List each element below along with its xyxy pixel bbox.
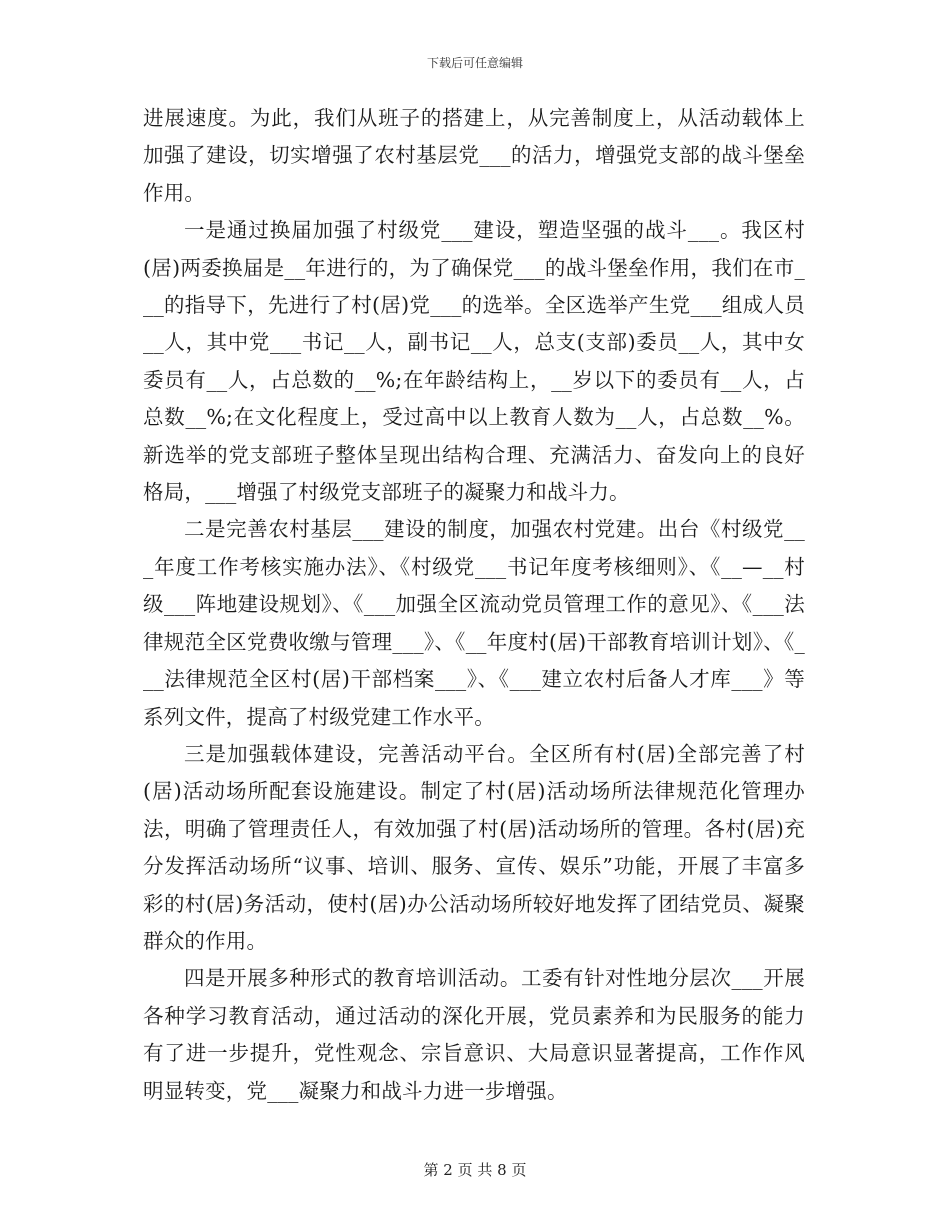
paragraph-two-system: 二是完善农村基层___建设的制度，加强农村党建。出台《村级党___年度工作考核实施办法》、《村级党___书记年度考核细则》、《__—__村级___阵地建设规划》、《___加强全区流动党员管理工作的意见》、《___法律规范全区党费收缴与管理___》、《__年度村(居)干部教育培训计划》、《___法律规范全区村(居)干部档案___》、《___建立农村后备人才库___》等系列文件，提高了村级党建工作水平。 bbox=[143, 517, 805, 729]
paragraph-intro-continuation: 进展速度。为此，我们从班子的搭建上，从完善制度上，从活动载体上加强了建设，切实增强了农村基层党___的活力，增强党支部的战斗堡垒作用。 bbox=[143, 106, 805, 205]
paragraph-one-election: 一是通过换届加强了村级党___建设，塑造坚强的战斗___。我区村(居)两委换届是__年进行的，为了确保党___的战斗堡垒作用，我们在市___的指导下，先进行了村(居)党___的选举。全区选举产生党___组成人员__人，其中党___书记__人，副书记__人，总支(支部)委员__人，其中女委员有__人，占总数的__%;在年龄结构上，__岁以下的委员有__人，占总数__%;在文化程度上，受过高中以上教育人数为__人，占总数__%。新选举的党支部班子整体呈现出结构合理、充满活力、奋发向上的良好格局，___增强了村级党支部班子的凝聚力和战斗力。 bbox=[143, 218, 805, 505]
document-body bbox=[143, 100, 805, 1110]
page-number: 第 2 页 共 8 页 bbox=[423, 1161, 527, 1179]
paragraph-three-platform: 三是加强载体建设，完善活动平台。全区所有村(居)全部完善了村(居)活动场所配套设施建设。制定了村(居)活动场所法律规范化管理办法，明确了管理责任人，有效加强了村(居)活动场所的管理。各村(居)充分发挥活动场所“议事、培训、服务、宣传、娱乐”功能，开展了丰富多彩的村(居)务活动，使村(居)办公活动场所较好地发挥了团结党员、凝聚群众的作用。 bbox=[143, 741, 805, 953]
paragraph-four-training: 四是开展多种形式的教育培训活动。工委有针对性地分层次___开展各种学习教育活动，通过活动的深化开展，党员素养和为民服务的能力有了进一步提升，党性观念、宗旨意识、大局意识显著提高，工作作风明显转变，党___凝聚力和战斗力进一步增强。 bbox=[143, 966, 805, 1103]
page-header: 下载后可任意编辑 bbox=[426, 56, 523, 70]
